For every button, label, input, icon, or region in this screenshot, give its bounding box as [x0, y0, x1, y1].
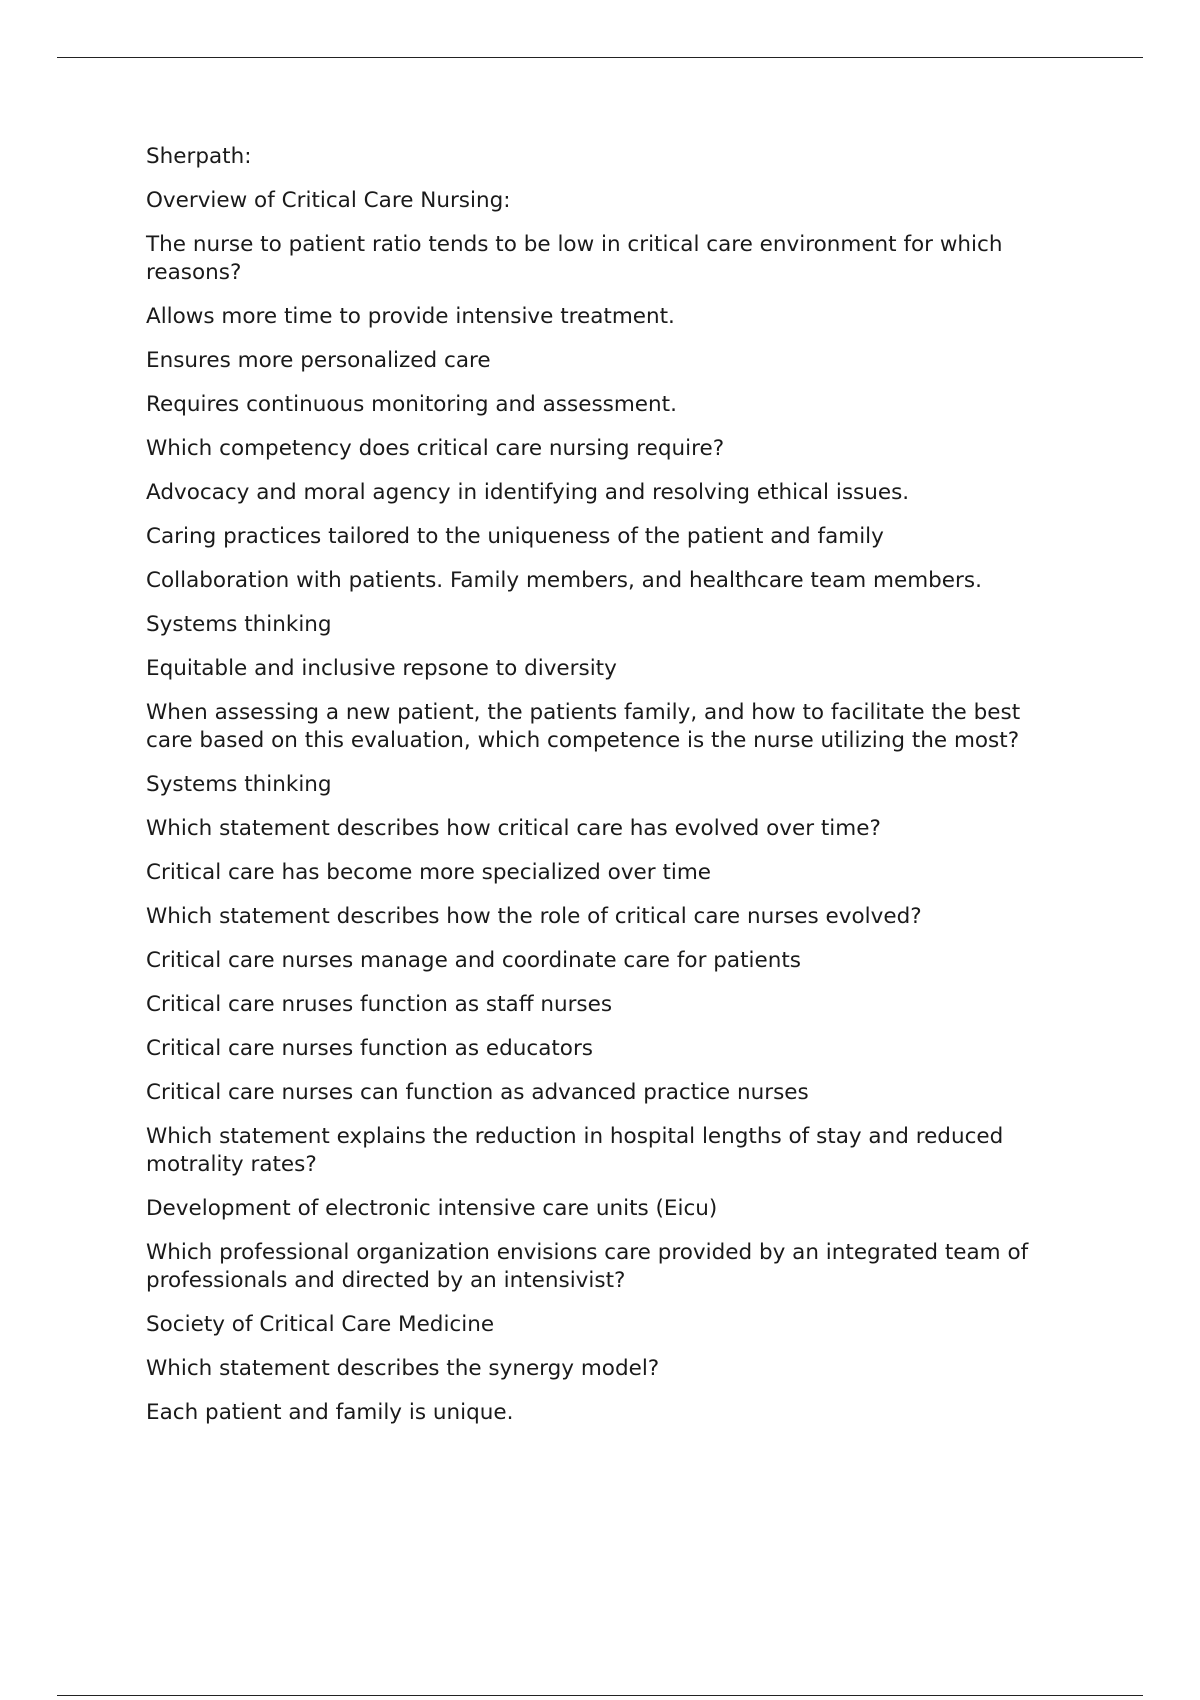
question-text: Which statement explains the reduction in hospital lengths of stay and reduced motrality rates?	[146, 1124, 1004, 1177]
question-text: Which professional organization envisions care provided by an integrated team of professionals and directed by an intensivist?	[146, 1240, 1029, 1293]
answer-text: Each patient and family is unique.	[146, 1400, 514, 1425]
document-body	[146, 143, 1066, 1443]
question-text: Which statement describes how the role of critical care nurses evolved?	[146, 904, 922, 929]
answer-text: Critical care nurses manage and coordinate care for patients	[146, 948, 801, 973]
question-text: Which competency does critical care nursing require?	[146, 436, 725, 461]
answer-text: Equitable and inclusive repsone to diversity	[146, 656, 617, 681]
answer-text: Critical care nurses function as educators	[146, 1036, 594, 1061]
answer-text: Critical care has become more specialized over time	[146, 860, 712, 885]
answer-text: Systems thinking	[146, 612, 332, 637]
section-title: Overview of Critical Care Nursing:	[146, 188, 511, 213]
answer-text: Requires continuous monitoring and assessment.	[146, 392, 677, 417]
question-text: Which statement describes the synergy model?	[146, 1356, 660, 1381]
answer-text: Advocacy and moral agency in identifying and resolving ethical issues.	[146, 480, 910, 505]
answer-text: Critical care nruses function as staff nurses	[146, 992, 613, 1017]
document-heading: Sherpath:	[146, 144, 252, 169]
answer-text: Critical care nurses can function as advanced practice nurses	[146, 1080, 809, 1105]
question-text: Which statement describes how critical care has evolved over time?	[146, 816, 881, 841]
answer-text: Allows more time to provide intensive treatment.	[146, 304, 675, 329]
answer-text: Development of electronic intensive care units (Eicu)	[146, 1196, 718, 1221]
header-rule	[57, 57, 1143, 58]
answer-text: Collaboration with patients. Family members, and healthcare team members.	[146, 568, 982, 593]
answer-text: Society of Critical Care Medicine	[146, 1312, 495, 1337]
question-text: When assessing a new patient, the patients family, and how to facilitate the best care based on this evaluation, which competence is the nurse utilizing the most?	[146, 700, 1021, 753]
footer-rule	[57, 1695, 1143, 1696]
answer-text: Ensures more personalized care	[146, 348, 491, 373]
answer-text: Systems thinking	[146, 772, 332, 797]
question-text: The nurse to patient ratio tends to be low in critical care environment for which reasons?	[146, 232, 1003, 285]
answer-text: Caring practices tailored to the uniqueness of the patient and family	[146, 524, 884, 549]
